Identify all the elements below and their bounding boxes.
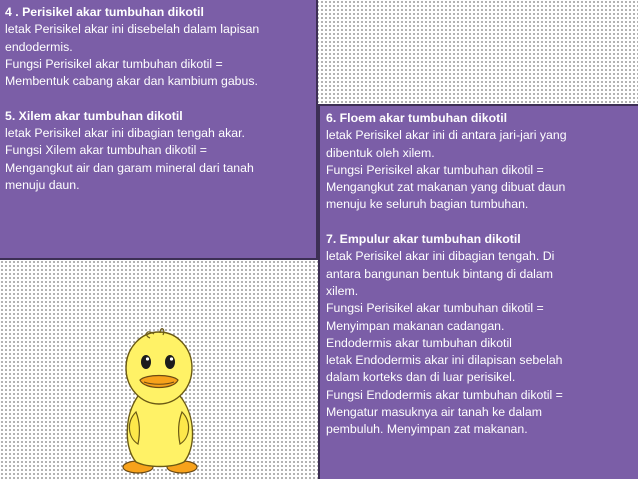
text-line: pembuluh. Menyimpan zat makanan. [326,422,528,437]
text-line: letak Perisikel akar ini disebelah dalam lapisan [5,22,260,37]
text-line: endodermis. [5,39,73,54]
text-line: dibentuk oleh xilem. [326,145,435,160]
section-title: 5. Xilem akar tumbuhan dikotil [5,108,183,123]
text-line: Fungsi Endodermis akar tumbuhan dikotil = [326,387,563,402]
section-title: 6. Floem akar tumbuhan dikotil [326,111,508,125]
text-line: Mengangkut air dan garam mineral dari tanah [5,160,254,175]
text-line: Fungsi Perisikel akar tumbuhan dikotil = [326,301,544,316]
text-line: Fungsi Xilem akar tumbuhan dikotil = [5,143,207,158]
text-line: letak Perisikel akar ini dibagian tengah akar. [5,126,245,141]
text-line: dalam korteks dan di luar perisikel. [326,370,516,385]
duckling-illustration [116,326,202,476]
text-line: antara bangunan bentuk bintang di dalam [326,266,553,281]
right-text-panel [318,104,638,479]
text-line: menuju daun. [5,177,80,192]
section-title: 7. Empulur akar tumbuhan dikotil [326,232,521,247]
text-line: letak Perisikel akar ini dibagian tengah. Di [326,249,555,264]
section-floem [326,110,632,214]
text-line: xilem. [326,283,359,298]
text-line: letak Perisikel akar ini di antara jari-jari yang [326,128,567,143]
text-line: Fungsi Perisikel akar tumbuhan dikotil = [326,162,544,177]
duck-beak [140,376,178,388]
text-line: letak Endodermis akar ini dilapisan sebelah [326,353,563,368]
text-line: menuju ke seluruh bagian tumbuhan. [326,197,529,212]
section-perisikel [5,4,311,90]
left-text-panel [0,0,318,260]
text-line: Mengatur masuknya air tanah ke dalam [326,405,542,420]
duck-right-eye [165,355,175,369]
text-line: Menyimpan makanan cadangan. [326,318,505,333]
duck-left-eye [141,355,151,369]
text-line: Endodermis akar tumbuhan dikotil [326,335,512,350]
text-line: Mengangkut zat makanan yang dibuat daun [326,180,566,195]
text-line: Fungsi Perisikel akar tumbuhan dikotil = [5,56,223,71]
section-xilem [5,108,311,194]
section-empulur [326,231,632,439]
text-line: Membentuk cabang akar dan kambium gabus. [5,74,258,89]
section-title: 4 . Perisikel akar tumbuhan dikotil [5,5,204,19]
duck-head [126,332,192,404]
